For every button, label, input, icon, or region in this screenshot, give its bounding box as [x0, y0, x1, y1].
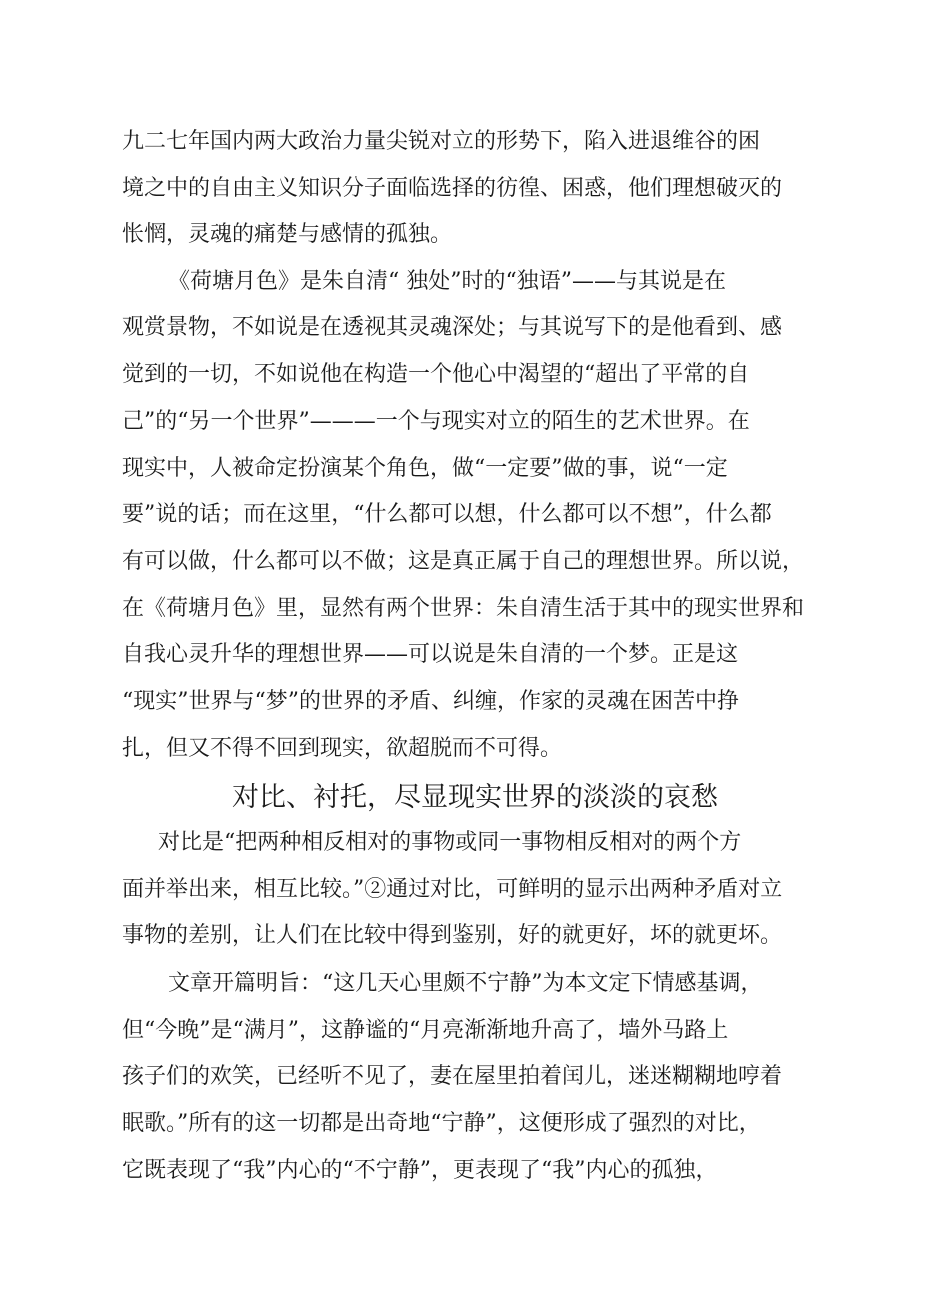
text-line: 它既表现了“我”内心的“不宁静”，更表现了“我”内心的孤独， [122, 1158, 718, 1183]
text-line: 己”的“另一个世界”———一个与现实对立的陌生的艺术世界。在 [122, 409, 750, 434]
text-line: 扎，但又不得不回到现实，欲超脱而不可得。 [122, 736, 563, 761]
text-line: 境之中的自由主义知识分子面临选择的彷徨、困惑，他们理想破灭的 [122, 176, 783, 201]
text-line: 要”说的话；而在这里，“什么都可以想，什么都可以不想”，什么都 [122, 502, 772, 527]
text-line: 对比是“把两种相反相对的事物或同一事物相反相对的两个方 [158, 830, 742, 855]
section-heading: 对比、衬托，尽显现实世界的淡淡的哀愁 [232, 782, 718, 813]
text-line: 面并举出来，相互比较。”②通过对比，可鲜明的显示出两种矛盾对立 [122, 877, 783, 902]
text-line: 现实中，人被命定扮演某个角色，做“一定要”做的事，说“一定 [122, 456, 728, 481]
text-line: 眠歌。”所有的这一切都是出奇地“宁静”，这便形成了强烈的对比， [122, 1111, 761, 1136]
text-line: 九二七年国内两大政治力量尖锐对立的形势下，陷入进退维谷的困 [122, 129, 761, 154]
text-line: 但“今晚”是“满月”，这静谧的“月亮渐渐地升高了，墙外马路上 [122, 1018, 729, 1043]
text-line: 《荷塘月色》是朱自清“ 独处”时的“独语”——与其说是在 [168, 269, 726, 294]
text-line: 观赏景物，不如说是在透视其灵魂深处；与其说写下的是他看到、感 [122, 315, 783, 340]
text-line: 有可以做，什么都可以不做；这是真正属于自己的理想世界。所以说， [122, 549, 805, 574]
text-line: 自我心灵升华的理想世界——可以说是朱自清的一个梦。正是这 [122, 642, 739, 667]
text-line: 怅惘，灵魂的痛楚与感情的孤独。 [122, 222, 453, 247]
text-line: 孩子们的欢笑，已经听不见了，妻在屋里拍着闰儿，迷迷糊糊地哼着 [122, 1064, 783, 1089]
text-line: 文章开篇明旨：“这几天心里颇不宁静”为本文定下情感基调， [168, 971, 763, 996]
text-line: 在《荷塘月色》里，显然有两个世界：朱自清生活于其中的现实世界和 [122, 596, 805, 621]
text-line: 事物的差别，让人们在比较中得到鉴别，好的就更好，坏的就更坏。 [122, 923, 783, 948]
text-line: “现实”世界与“梦”的世界的矛盾、纠缠，作家的灵魂在困苦中挣 [122, 689, 739, 714]
text-line: 觉到的一切，不如说他在构造一个他心中渴望的“超出了平常的自 [122, 362, 750, 387]
